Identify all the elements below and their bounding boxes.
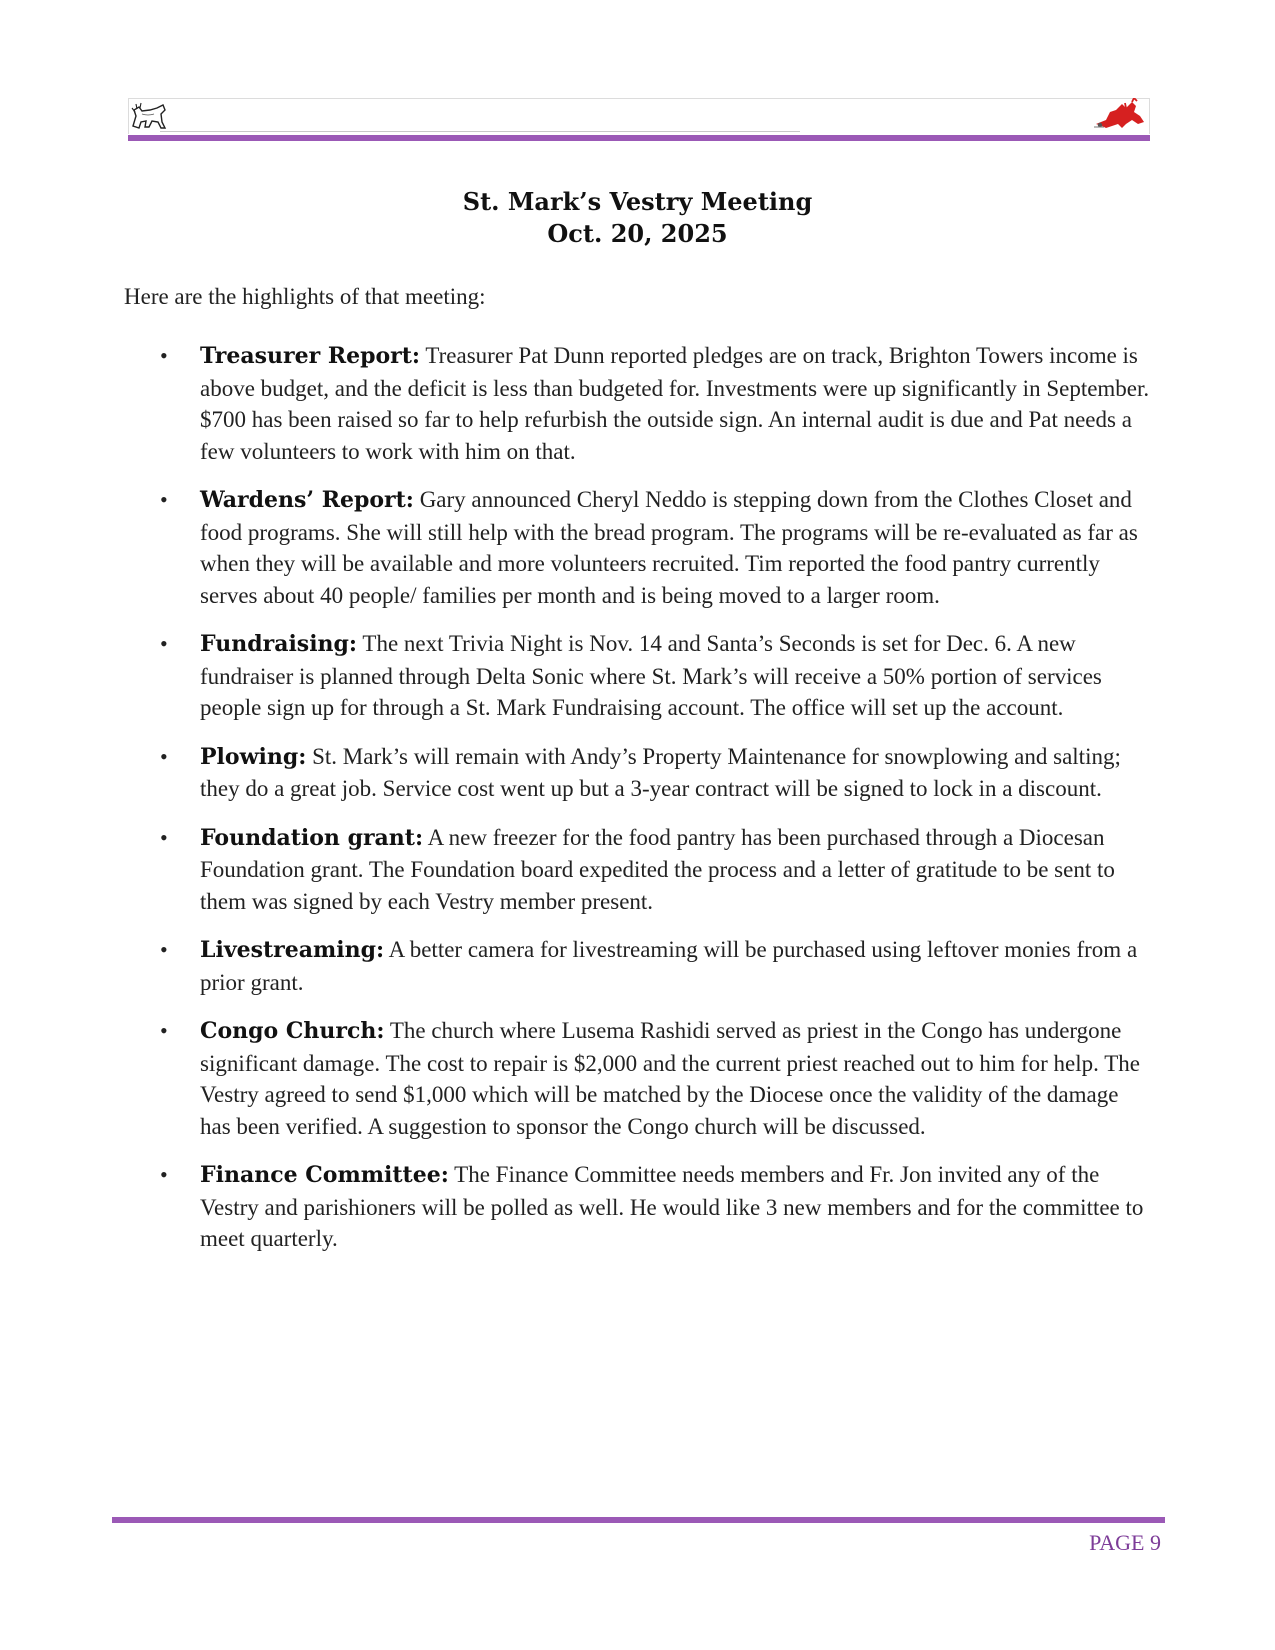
list-item	[160, 340, 1150, 467]
bullet-icon: •	[160, 487, 168, 512]
header-inner-line	[160, 131, 800, 132]
bullet-icon: •	[160, 1162, 168, 1187]
footer-rule	[112, 1517, 1165, 1523]
item-text: A new freezer for the food pantry has been purchased through a Diocesan Foundation grant. The Foundation board expedited the process and a letter of gratitude to be sent to them was signed by each Vestry member present.	[200, 824, 1115, 914]
lion-emblem-icon	[130, 102, 168, 132]
item-label: Finance Committee:	[200, 1162, 449, 1188]
bullet-icon: •	[160, 631, 168, 656]
item-label: Livestreaming:	[200, 937, 385, 963]
item-label: Wardens’ Report:	[200, 487, 414, 513]
list-item	[160, 822, 1150, 918]
page-number: PAGE 9	[1089, 1530, 1161, 1555]
item-label: Treasurer Report:	[200, 343, 421, 369]
item-text: A better camera for livestreaming will be purchased using leftover monies from a prior grant.	[200, 937, 1138, 995]
bullet-icon: •	[160, 743, 168, 769]
bullet-icon: •	[160, 824, 168, 850]
list-item	[160, 741, 1150, 805]
bullet-icon: •	[160, 937, 168, 962]
item-label: Foundation grant:	[200, 824, 424, 851]
highlights-list	[160, 340, 1150, 1272]
meeting-date: Oct. 20, 2025	[547, 219, 728, 248]
item-label: Plowing:	[200, 743, 307, 770]
item-text: Gary announced Cheryl Neddo is stepping down from the Clothes Closet and food programs. She will still help with the bread program. The programs will be re-evaluated as far as when they will be available and more volunteers recruited. Tim reported the food pantry currently serves about 40 people/ families per month and is being moved to a larger room.	[200, 487, 1138, 608]
item-label: Congo Church:	[200, 1018, 385, 1044]
header-box	[128, 98, 1150, 134]
list-item	[160, 484, 1150, 611]
header-rule	[128, 135, 1150, 141]
item-text: The next Trivia Night is Nov. 14 and Santa’s Seconds is set for Dec. 6. A new fundraiser is planned through Delta Sonic where St. Mark’s will receive a 50% portion of services people sign up for through a St. Mark Fundraising account. The office will set up the account.	[200, 631, 1102, 720]
page-title: St. Mark’s Vestry Meeting	[462, 187, 813, 216]
item-text: St. Mark’s will remain with Andy’s Property Maintenance for snowplowing and salting; they do a great job. Service cost went up but a 3-year contract will be signed to lock in a discount.	[200, 743, 1121, 801]
list-item	[160, 934, 1150, 998]
list-item	[160, 1159, 1150, 1255]
list-item	[160, 628, 1150, 724]
item-text: The Finance Committee needs members and Fr. Jon invited any of the Vestry and parishioners will be polled as well. He would like 3 new members and for the committee to meet quarterly.	[200, 1162, 1144, 1251]
item-text: The church where Lusema Rashidi served as priest in the Congo has undergone significant damage. The cost to repair is $2,000 and the current priest reached out to him for help. The Vestry agreed to send $1,000 which will be matched by the Diocese once the validity of the damage has been verified. A suggestion to sponsor the Congo church will be discussed.	[200, 1018, 1140, 1139]
intro-text: Here are the highlights of that meeting:	[124, 284, 486, 309]
title-block	[0, 186, 1275, 250]
red-lion-icon	[1092, 98, 1146, 132]
bullet-icon: •	[160, 1018, 168, 1043]
bullet-icon: •	[160, 343, 168, 368]
item-text: Treasurer Pat Dunn reported pledges are on track, Brighton Towers income is above budget, and the deficit is less than budgeted for. Investments were up significantly in September. $700 has been raised so far to help refurbish the outside sign. An internal audit is due and Pat needs a few volunteers to work with him on that.	[200, 343, 1150, 464]
list-item	[160, 1015, 1150, 1142]
item-label: Fundraising:	[200, 631, 358, 657]
